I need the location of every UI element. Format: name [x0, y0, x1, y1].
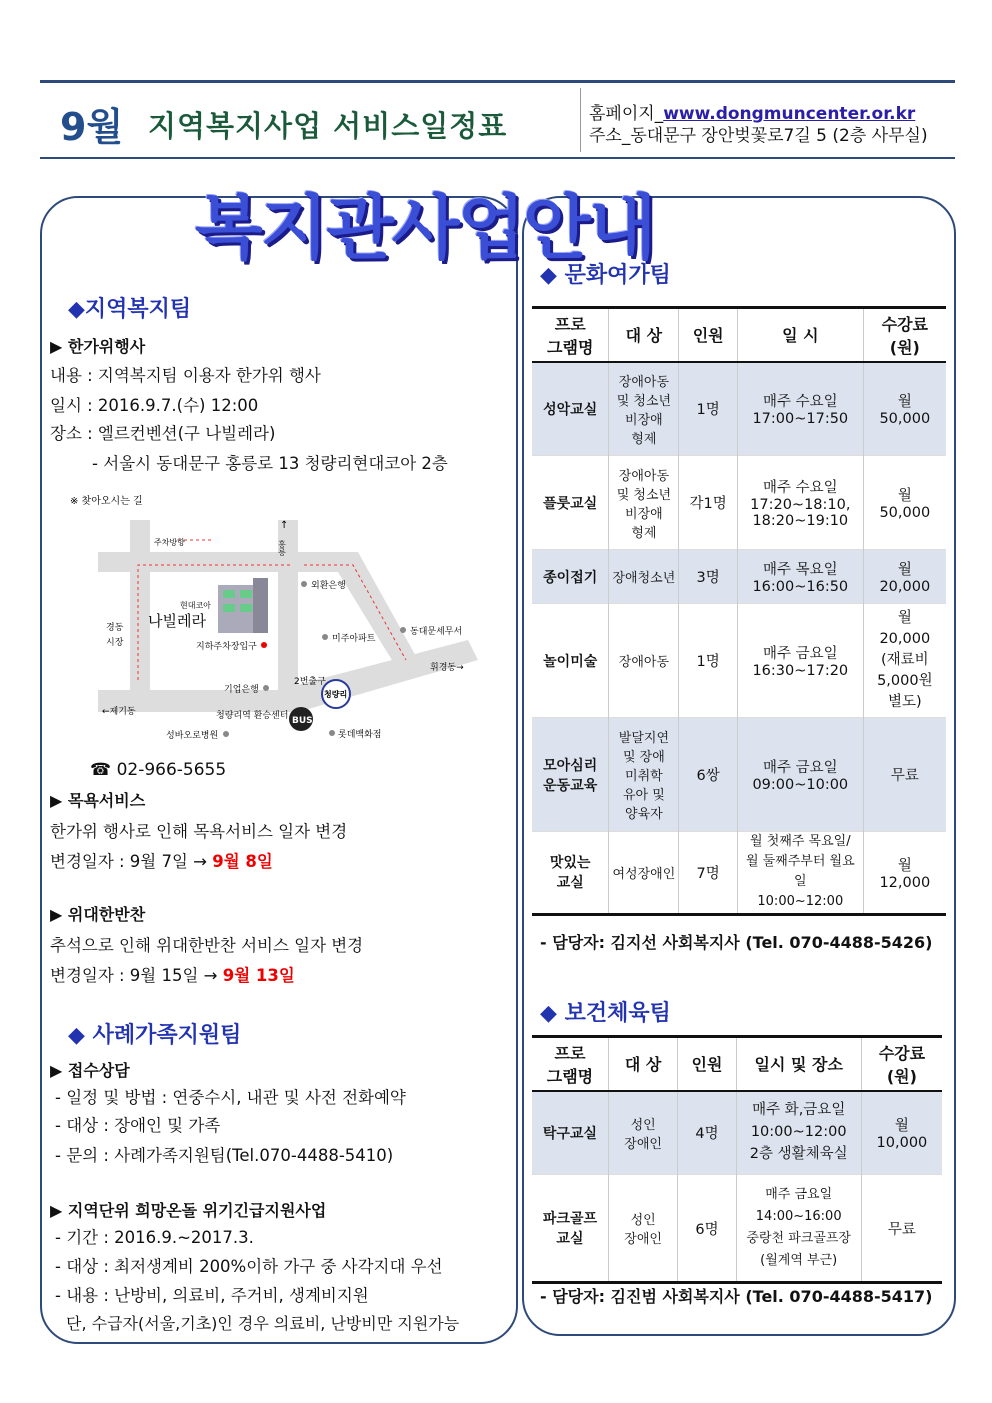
map-label-kebhana: 외환은행 [311, 581, 346, 591]
program-time: 매주 목요일 16:00~16:50 [737, 550, 863, 604]
program-fee: 월 20,000 (재료비 5,000원 별도) [863, 604, 946, 718]
program-count: 7명 [679, 832, 738, 915]
homepage-label: 홈페이지_ [589, 104, 664, 124]
map-label-exit2: 2번출구 [294, 677, 326, 687]
map-label-tax-office: 동대문세무서 [410, 627, 463, 637]
culture-contact: - 담당자: 김지선 사회복지사 (Tel. 070-4488-5426) [540, 933, 933, 952]
program-name: 플룻교실 [532, 456, 609, 550]
program-count: 1명 [679, 362, 738, 456]
chuseok-event-content: 내용 : 지역복지팀 이용자 한가위 행사 [50, 366, 321, 385]
program-fee: 월 50,000 [863, 362, 946, 456]
col-count: 인원 [678, 1037, 736, 1091]
program-target: 발달지연 및 장애 미취학 유아 및 양육자 [609, 718, 679, 832]
bath-service-change [50, 848, 273, 872]
tax-office-marker [400, 627, 406, 633]
phone-number: ☎ 02-966-5655 [90, 760, 227, 780]
bath-service-title: ▶ 목욕서비스 [50, 791, 146, 810]
map-graphic [68, 490, 488, 745]
hospital-marker [223, 731, 229, 737]
culture-schedule-table [532, 306, 946, 916]
map-label-market: 시장 [106, 638, 124, 648]
lotte-marker [329, 730, 335, 736]
emergency-line: - 기간 : 2016.9.~2017.3. [55, 1228, 254, 1247]
program-count: 1명 [679, 604, 738, 718]
program-fee: 월 20,000 [863, 550, 946, 604]
program-time: 매주 수요일 17:20~18:10, 18:20~19:10 [737, 456, 863, 550]
emergency-line: - 대상 : 최저생계비 200%이하 가구 중 사각지대 우선 [55, 1257, 443, 1276]
bath-service-desc: 한가위 행사로 인해 목욕서비스 일자 변경 [50, 822, 348, 841]
map-label-hwigyeong: 휘경동→ [430, 663, 464, 673]
homepage-link[interactable]: www.dongmuncenter.or.kr [663, 104, 916, 124]
table-header-row [532, 308, 946, 362]
map-label-parking-entrance: 지하주차장입구 [196, 642, 257, 652]
directions-map [68, 490, 488, 745]
case-team-heading: ◆ 사례가족지원팀 [68, 1023, 242, 1048]
side-dish-desc: 추석으로 인해 위대한반찬 서비스 일자 변경 [50, 936, 364, 955]
col-target: 대 상 [609, 308, 679, 362]
program-name: 성악교실 [532, 362, 609, 456]
program-time: 월 첫째주 목요일/ 월 둘째주부터 월요일 10:00~12:00 [737, 832, 863, 915]
col-count: 인원 [679, 308, 738, 362]
col-fee: 수강료 (원) [863, 308, 946, 362]
table-header-row [532, 1037, 942, 1091]
program-fee: 월 10,000 [861, 1091, 942, 1175]
table-row [532, 832, 946, 915]
program-fee: 월 12,000 [863, 832, 946, 915]
health-team-heading: ◆ 보건체육팀 [540, 1001, 671, 1026]
program-name: 파크골프 교실 [532, 1175, 608, 1283]
side-dish-change [50, 962, 295, 986]
map-label-st-vincent: 성바오로병원 [166, 731, 219, 741]
table-row [532, 1175, 942, 1283]
apt-marker [322, 634, 328, 640]
table-row [532, 604, 946, 718]
header-separator [580, 88, 581, 152]
program-name: 탁구교실 [532, 1091, 608, 1175]
program-fee: 무료 [861, 1175, 942, 1283]
program-time: 매주 금요일 16:30~17:20 [737, 604, 863, 718]
program-target: 장애아동 [609, 604, 679, 718]
map-label-bus: BUS [292, 716, 313, 726]
col-program: 프로 그램명 [532, 1037, 608, 1091]
map-label-transfer: 청량리역 환승센터 [216, 711, 289, 721]
map-label-gyeongdong: 경동 [106, 623, 124, 633]
col-program: 프로 그램명 [532, 308, 609, 362]
map-caption: ※ 찾아오시는 길 [70, 496, 143, 507]
program-time: 매주 금요일 14:00~16:00 중랑천 파크골프장 (월계역 부근) [736, 1175, 861, 1283]
building-icon [218, 578, 268, 633]
ibk-marker [263, 685, 269, 691]
program-count: 각1명 [679, 456, 738, 550]
map-label-jegi: ←제기동 [102, 707, 136, 717]
map-label-hongneung: 홍릉 [277, 540, 287, 556]
col-time: 일시 및 장소 [736, 1037, 861, 1091]
emergency-line: - 내용 : 난방비, 의료비, 주거비, 생계비지원 [55, 1286, 369, 1305]
intake-title: ▶ 접수상담 [50, 1061, 130, 1080]
program-name: 종이접기 [532, 550, 609, 604]
col-time: 일 시 [737, 308, 863, 362]
table-row [532, 550, 946, 604]
table-row [532, 1091, 942, 1175]
program-name: 놀이미술 [532, 604, 609, 718]
side-dish-change-new-date: 9월 13일 [222, 966, 295, 985]
program-name: 맛있는 교실 [532, 832, 609, 915]
bank-marker [301, 581, 307, 587]
program-count: 4명 [678, 1091, 736, 1175]
emergency-title: ▶ 지역단위 희망온돌 위기긴급지원사업 [50, 1201, 327, 1220]
map-label-hongneung-arrow: ↑ [280, 520, 289, 531]
intake-line: - 일정 및 방법 : 연중수시, 내관 및 사전 전화예약 [55, 1088, 406, 1107]
bath-change-new-date: 9월 8일 [212, 852, 273, 871]
map-label-navillera: 나빌레라 [148, 612, 206, 630]
chuseok-event-place-detail: - 서울시 동대문구 홍릉로 13 청량리현대코아 2층 [92, 454, 448, 473]
program-count: 6명 [678, 1175, 736, 1283]
program-target: 여성장애인 [609, 832, 679, 915]
month-label: 9월 [60, 105, 124, 149]
header-top-rule [40, 80, 955, 83]
bath-change-prefix: 변경일자 : 9월 7일 → [50, 852, 213, 871]
map-label-lotte: 롯데백화점 [338, 730, 382, 740]
map-label-cheongnyangni: 청량리 [324, 690, 348, 699]
header-bottom-rule [40, 157, 955, 159]
program-time: 매주 수요일 17:00~17:50 [737, 362, 863, 456]
side-dish-title: ▶ 위대한반찬 [50, 905, 146, 924]
program-time: 매주 금요일 09:00~10:00 [737, 718, 863, 832]
program-count: 6쌍 [679, 718, 738, 832]
chuseok-event-title: ▶ 한가위행사 [50, 337, 146, 356]
health-contact: - 담당자: 김진범 사회복지사 (Tel. 070-4488-5417) [540, 1287, 933, 1306]
program-target: 성인 장애인 [608, 1175, 677, 1283]
program-target: 장애아동 및 청소년 비장애 형제 [609, 362, 679, 456]
parking-entrance-marker [261, 642, 267, 648]
map-label-ibk: 기업은행 [224, 685, 259, 695]
intake-line: - 문의 : 사례가족지원팀(Tel.070-4488-5410) [55, 1146, 394, 1165]
chuseok-event-place: 장소 : 엘르컨벤션(구 나빌레라) [50, 424, 276, 443]
emergency-line: 단, 수급자(서울,기초)인 경우 의료비, 난방비만 지원가능 [66, 1314, 460, 1333]
col-fee: 수강료 (원) [861, 1037, 942, 1091]
program-target: 성인 장애인 [608, 1091, 677, 1175]
intake-line: - 대상 : 장애인 및 가족 [55, 1116, 221, 1135]
program-count: 3명 [679, 550, 738, 604]
program-name: 모아심리 운동교육 [532, 718, 609, 832]
program-target: 장애아동 및 청소년 비장애 형제 [609, 456, 679, 550]
table-row [532, 718, 946, 832]
side-dish-change-prefix: 변경일자 : 9월 15일 → [50, 966, 223, 985]
map-label-hyundai-core: 현대코아 [180, 601, 211, 610]
culture-team-heading: ◆ 문화여가팀 [540, 263, 671, 288]
program-target: 장애청소년 [609, 550, 679, 604]
program-fee: 월 50,000 [863, 456, 946, 550]
map-label-mijuapt: 미주아파트 [332, 634, 376, 644]
address-line: 주소_동대문구 장안벚꽃로7길 5 (2층 사무실) [589, 126, 928, 146]
program-time: 매주 화,금요일 10:00~12:00 2층 생활체육실 [736, 1091, 861, 1175]
welfare-team-heading: ◆지역복지팀 [68, 297, 192, 322]
col-target: 대 상 [608, 1037, 677, 1091]
program-fee: 무료 [863, 718, 946, 832]
table-row [532, 362, 946, 456]
health-schedule-table [532, 1035, 942, 1284]
map-label-parking-dir: 주차방향 [154, 538, 185, 547]
table-row [532, 456, 946, 550]
banner-title: 복지관사업안내 [195, 187, 655, 269]
page-title: 지역복지사업 서비스일정표 [148, 109, 508, 143]
chuseok-event-date: 일시 : 2016.9.7.(수) 12:00 [50, 396, 259, 415]
